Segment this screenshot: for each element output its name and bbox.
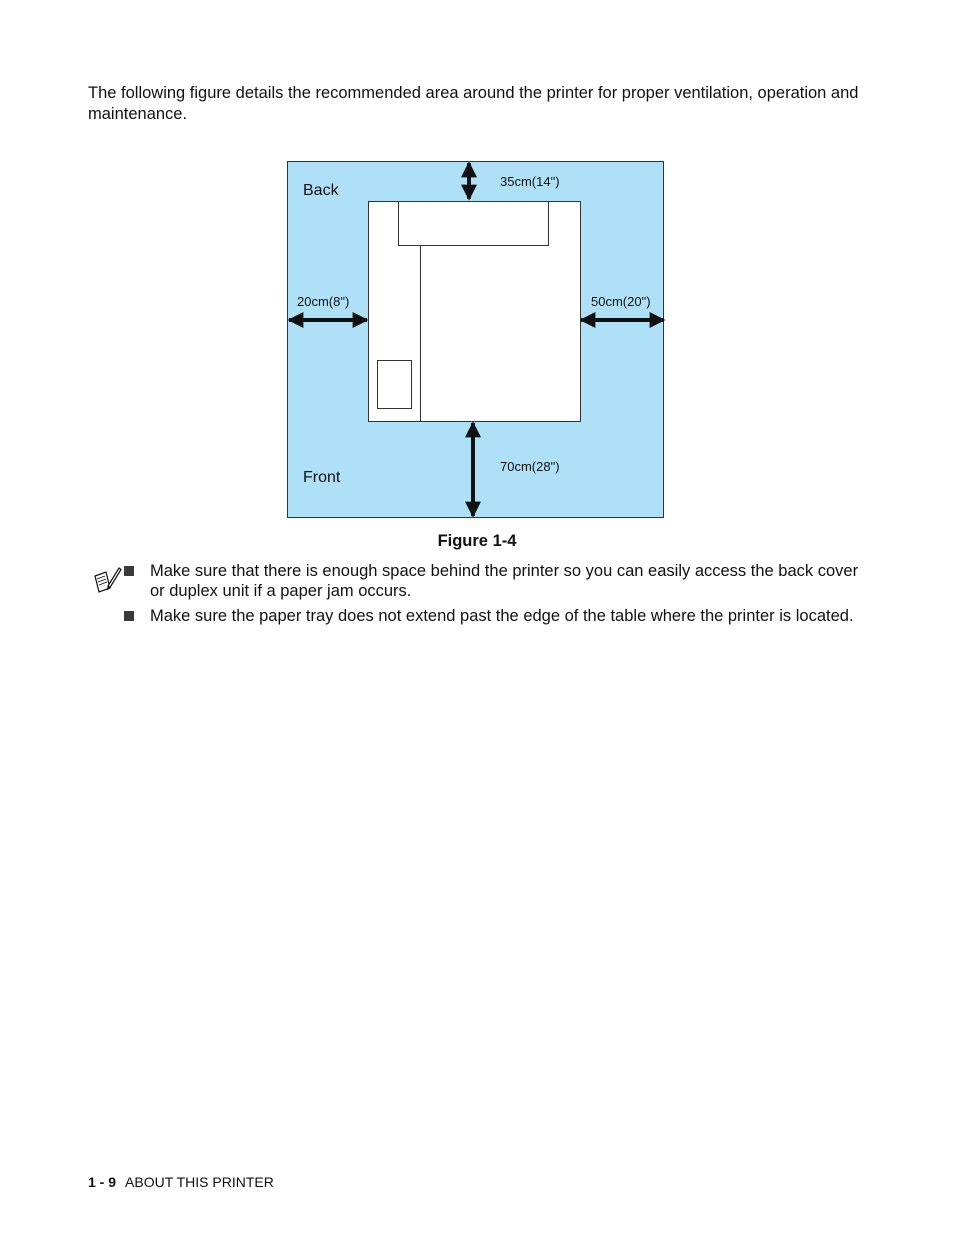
bottom-clearance-label: 70cm(28")	[500, 459, 560, 474]
left-clearance-label: 20cm(8")	[297, 294, 350, 309]
note-item: Make sure the paper tray does not extend past the edge of the table where the printer is located.	[150, 607, 854, 625]
note-item: Make sure that there is enough space behind the printer so you can easily access the back cover or duplex unit if a paper jam occurs.	[150, 562, 859, 600]
section-title: ABOUT THIS PRINTER	[125, 1174, 274, 1190]
printer-top-panel	[399, 202, 549, 246]
clearance-diagram	[287, 161, 664, 518]
page-number: 1 - 9	[88, 1174, 117, 1190]
right-clearance-label: 50cm(20")	[591, 294, 651, 309]
figure-caption: Figure 1-4	[437, 532, 517, 550]
printer-front-door	[378, 361, 412, 409]
back-label: Back	[303, 182, 339, 199]
front-label: Front	[303, 469, 341, 486]
note-bullet	[124, 611, 134, 621]
note-pencil-icon	[92, 566, 122, 594]
page-footer	[88, 1174, 274, 1190]
top-clearance-label: 35cm(14")	[500, 174, 560, 189]
note-bullet	[124, 566, 134, 576]
intro-paragraph: The following figure details the recommended area around the printer for proper ventilation, operation and maintenance.	[88, 84, 859, 123]
